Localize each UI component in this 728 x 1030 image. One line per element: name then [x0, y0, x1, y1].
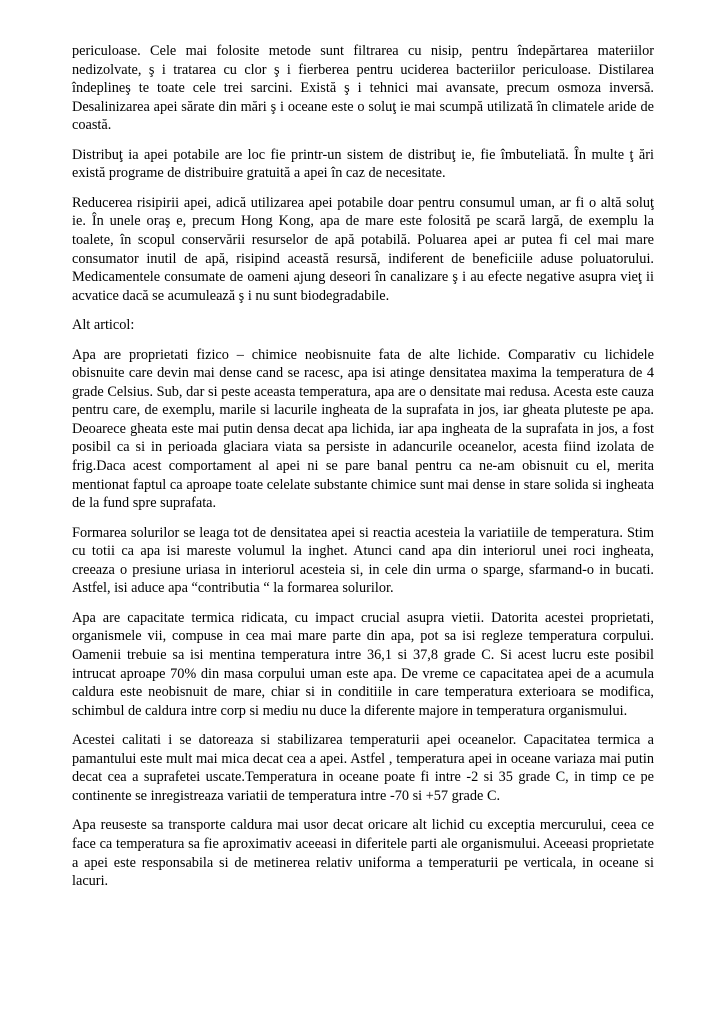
paragraph-soil-formation: Formarea solurilor se leaga tot de densitatea apei si reactia acesteia la variatiile de temperatura. Stim cu totii ca apa isi mareste volumul la inghet. Atunci cand apa din interiorul unei roci ingheata, creeaza o presiune uriasa in interiorul acesteia si, in cele din urma o sparge, sfarmand-o in bucati. Astfel, isi aduce apa “contributia “ la formarea solurilor. [72, 524, 654, 597]
document-page [72, 42, 654, 902]
paragraph-thermal-capacity: Apa are capacitate termica ridicata, cu impact crucial asupra vietii. Datorita acestei proprietati, organismele vii, compuse in cea mai mare parte din apa, pot sa isi regleze temperatura corpului. Oamenii trebuie sa isi mentina temperatura intre 36,1 si 37,8 grade C. Si acest lucru este posibil intrucat aproape 70% din masa corpului uman este apa. De vreme ce capacitatea apei de a acumula caldura este neobisnuit de mare, chiar si in conditiile in care temperatura exterioara se modifica, schimbul de caldura intre corp si mediu nu duce la diferente majore in temperatura organismului. [72, 609, 654, 719]
paragraph-water-treatment: periculoase. Cele mai folosite metode sunt filtrarea cu nisip, pentru îndepărtarea materiilor nedizolvate, ş i tratarea cu clor ş i fierberea pentru uciderea bacteriilor periculoase. Distilarea îndeplineş te toate cele trei sarcini. Există ş i tehnici mai avansate, precum osmoza inversă. Desalinizarea apei sărate din mări ş i oceane este o soluţ ie mai scumpă utilizată în climatele aride de coastă. [72, 43, 654, 134]
paragraph-water-distribution: Distribuţ ia apei potabile are loc fie printr-un sistem de distribuţ ie, fie îmbuteliată. În multe ţ ări există programe de distribuire gratuită a apei în caz de necesitate. [72, 146, 654, 182]
paragraph-ocean-temperature: Acestei calitati i se datoreaza si stabilizarea temperaturii apei oceanelor. Capacitatea termica a pamantului este mult mai mica decat cea a apei. Astfel , temperatura apei in oceane variaza mai putin decat cea a suprafetei uscate.Temperatura in oceane poate fi intre -2 si 35 grade C, in timp ce pe continente se inregistreaza variatii de temperatura intre -70 si +57 grade C. [72, 732, 654, 804]
paragraph-water-waste: Reducerea risipirii apei, adică utilizarea apei potabile doar pentru consumul uman, ar fi o altă soluţ ie. În unele oraş e, precum Hong Kong, apa de mare este folosită pe scară largă, de exemplu la toalete, în scopul conservării resurselor de apă potabilă. Poluarea apei ar putea fi cel mai mare consumator inutil de apă, risipind această resursă, indiferent de beneficiile aduse poluatorului. Medicamentele consumate de oameni ajung deseori în canalizare ş i au efecte negative asupra vieţ ii acvatice dacă se acumulează ş i nu sunt biodegradabile. [72, 194, 654, 304]
paragraph-alt-article-heading: Alt articol: [72, 317, 135, 334]
paragraph-heat-transport: Apa reuseste sa transporte caldura mai usor decat oricare alt lichid cu exceptia mercurului, ceea ce face ca temperatura sa fie aproximativ aceeasi in diferitele parti ale organismului. Aceeasi proprietate a apei este responsabila si de metinerea relativ uniforma a temperaturii pe verticala, in oceane si lacuri. [72, 817, 654, 890]
paragraph-water-density: Apa are proprietati fizico – chimice neobisnuite fata de alte lichide. Comparativ cu lichidele obisnuite care devin mai dense cand se racesc, apa isi atinge densitatea maxima la temperatura de 4 grade Celsius. Sub, dar si peste aceasta temperatura, apa are o densitate mai redusa. Acesta este cauza pentru care, de exemplu, marile si lacurile ingheata de la suprafata in jos, iar gheata pluteste pe apa. Deoarece gheata este mai putin densa decat apa lichida, iar apa ingheata de la suprafata in jos, a fost posibil ca si in perioada glaciara viata sa persiste in adancurile oceanelor, acesta fiind izolata de frig.Daca acest comportament al apei ni se pare banal pentru ca ne-am obisnuit cu el, merita mentionat faptul ca aproape toate celelate substante chimice sunt mai dense in stare solida si ingheata de la fund spre suprafata. [72, 346, 654, 512]
